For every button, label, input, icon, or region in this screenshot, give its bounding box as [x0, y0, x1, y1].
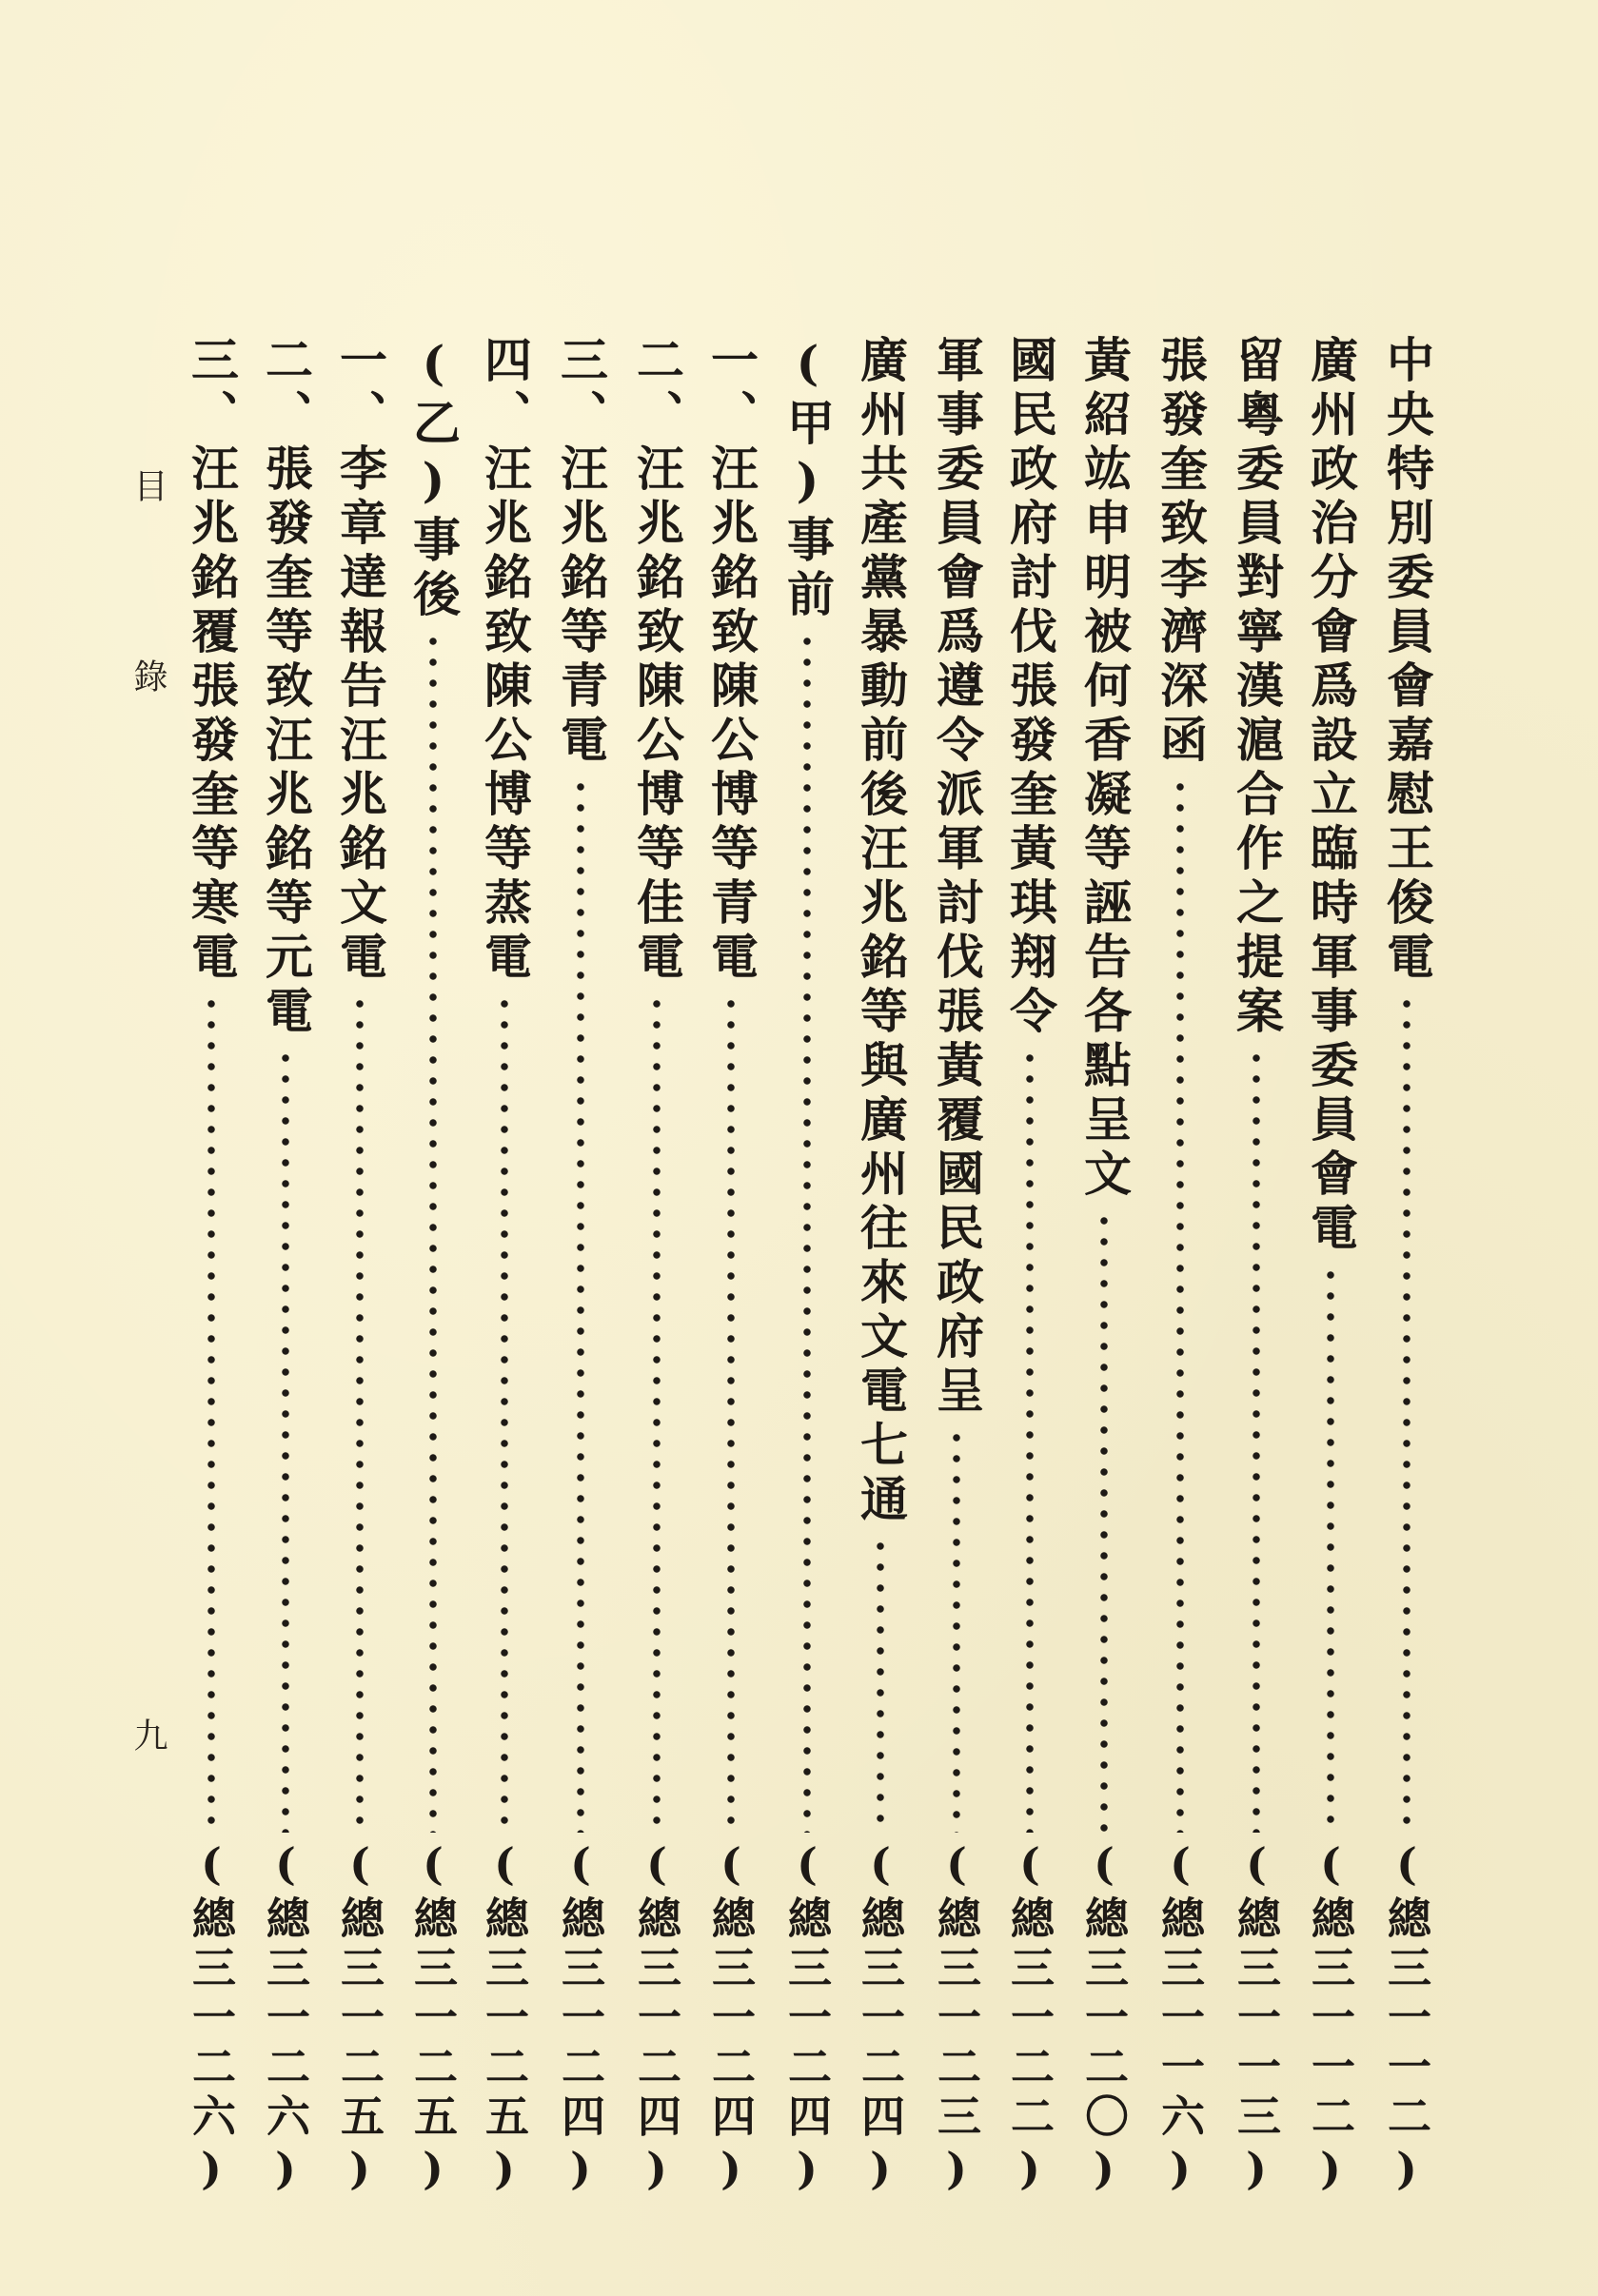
dot-leader [576, 776, 585, 1833]
entry-title: (乙)事後 [405, 335, 462, 623]
dot-leader [428, 631, 438, 1833]
entry-title: 三、汪兆銘覆張發奎等寒電 [184, 335, 240, 986]
toc-entry[interactable] [1001, 335, 1058, 2200]
entry-title: 三、汪兆銘等青電 [553, 335, 609, 769]
entry-title: 二、張發奎等致汪兆銘等元電 [258, 335, 314, 1040]
dot-leader [281, 1048, 290, 1833]
entry-page-number: (總三一二五) [334, 1838, 385, 2200]
dot-leader [500, 993, 509, 1833]
dot-leader [1099, 1210, 1109, 1833]
toc-entry[interactable] [628, 335, 685, 2200]
entry-page-number: (總三一二六) [260, 1838, 311, 2200]
entry-page-number: (總三一二四) [781, 1838, 833, 2200]
entry-page-number: (總三一一六) [1154, 1838, 1206, 2200]
toc-entry[interactable] [928, 335, 985, 2200]
toc-subsection[interactable] [779, 335, 836, 2200]
dot-leader [1025, 1048, 1035, 1833]
dot-leader [802, 631, 812, 1833]
entry-title: 中央特別委員會嘉慰王俊電 [1379, 335, 1435, 986]
entry-title: 廣州政治分會爲設立臨時軍事委員會電 [1303, 335, 1359, 1257]
entry-title: 一、汪兆銘致陳公博等青電 [703, 335, 760, 986]
entry-page-number: (總三一二四) [705, 1838, 757, 2200]
entry-title: (甲)事前 [779, 335, 836, 623]
entry-title: 軍事委員會爲遵令派軍討伐張黃覆國民政府呈 [929, 335, 985, 1420]
toc-entry[interactable] [1075, 335, 1133, 2200]
toc-entry[interactable] [852, 335, 909, 2200]
entry-page-number: (總三一一三) [1231, 1838, 1282, 2200]
entry-page-number: (總三一二三) [931, 1838, 982, 2200]
entry-page-number: (總三一二五) [407, 1838, 459, 2200]
entry-page-number: (總三一二〇) [1078, 1838, 1130, 2200]
entry-page-number: (總三一二四) [631, 1838, 682, 2200]
dot-leader [652, 993, 661, 1833]
entry-page-number: (總三一一二) [1381, 1838, 1432, 2200]
dot-leader [1252, 1048, 1261, 1833]
running-header-char-2: 錄 [128, 658, 168, 693]
dot-leader [952, 1427, 961, 1833]
toc-entry[interactable] [1152, 335, 1209, 2200]
toc-entry[interactable] [1228, 335, 1285, 2200]
entry-page-number: (總三一二五) [479, 1838, 530, 2200]
dot-leader [726, 993, 736, 1833]
toc-entry[interactable] [257, 335, 314, 2200]
entry-title: 留粵委員對寧漢滬合作之提案 [1229, 335, 1285, 1040]
entry-title: 張發奎致李濟深函 [1153, 335, 1209, 769]
dot-leader [1175, 776, 1185, 1833]
toc-subsection[interactable] [404, 335, 462, 2200]
entry-page-number: (總三一二四) [855, 1838, 906, 2200]
entry-title: 廣州共產黨暴動前後汪兆銘等與廣州往來文電七通 [853, 335, 909, 1528]
entry-page-number: (總三一二六) [186, 1838, 237, 2200]
entry-page-number: (總三一一二) [1305, 1838, 1356, 2200]
running-header-char-1: 目 [128, 468, 168, 502]
entry-title: 四、汪兆銘致陳公博等蒸電 [477, 335, 533, 986]
toc-entry[interactable] [1302, 335, 1359, 2200]
toc-entry[interactable] [552, 335, 609, 2200]
dot-leader [876, 1536, 885, 1833]
entry-title: 黃紹竑申明被何香凝等誣告各點呈文 [1076, 335, 1133, 1203]
dot-leader [355, 993, 365, 1833]
toc-entry[interactable] [183, 335, 240, 2200]
dot-leader [1402, 993, 1411, 1833]
dot-leader [1326, 1265, 1335, 1833]
toc-entry[interactable] [476, 335, 533, 2200]
toc-entry[interactable] [702, 335, 760, 2200]
dot-leader [207, 993, 216, 1833]
toc-entry[interactable] [1378, 335, 1435, 2200]
toc-entry[interactable] [331, 335, 388, 2200]
entry-title: 一、李章達報告汪兆銘文電 [332, 335, 388, 986]
entry-page-number: (總三一二四) [555, 1838, 606, 2200]
page-number: 九 [128, 1717, 168, 1752]
entry-title: 國民政府討伐張發奎黃琪翔令 [1002, 335, 1058, 1040]
entry-title: 二、汪兆銘致陳公博等佳電 [629, 335, 685, 986]
entry-page-number: (總三一二二) [1004, 1838, 1055, 2200]
